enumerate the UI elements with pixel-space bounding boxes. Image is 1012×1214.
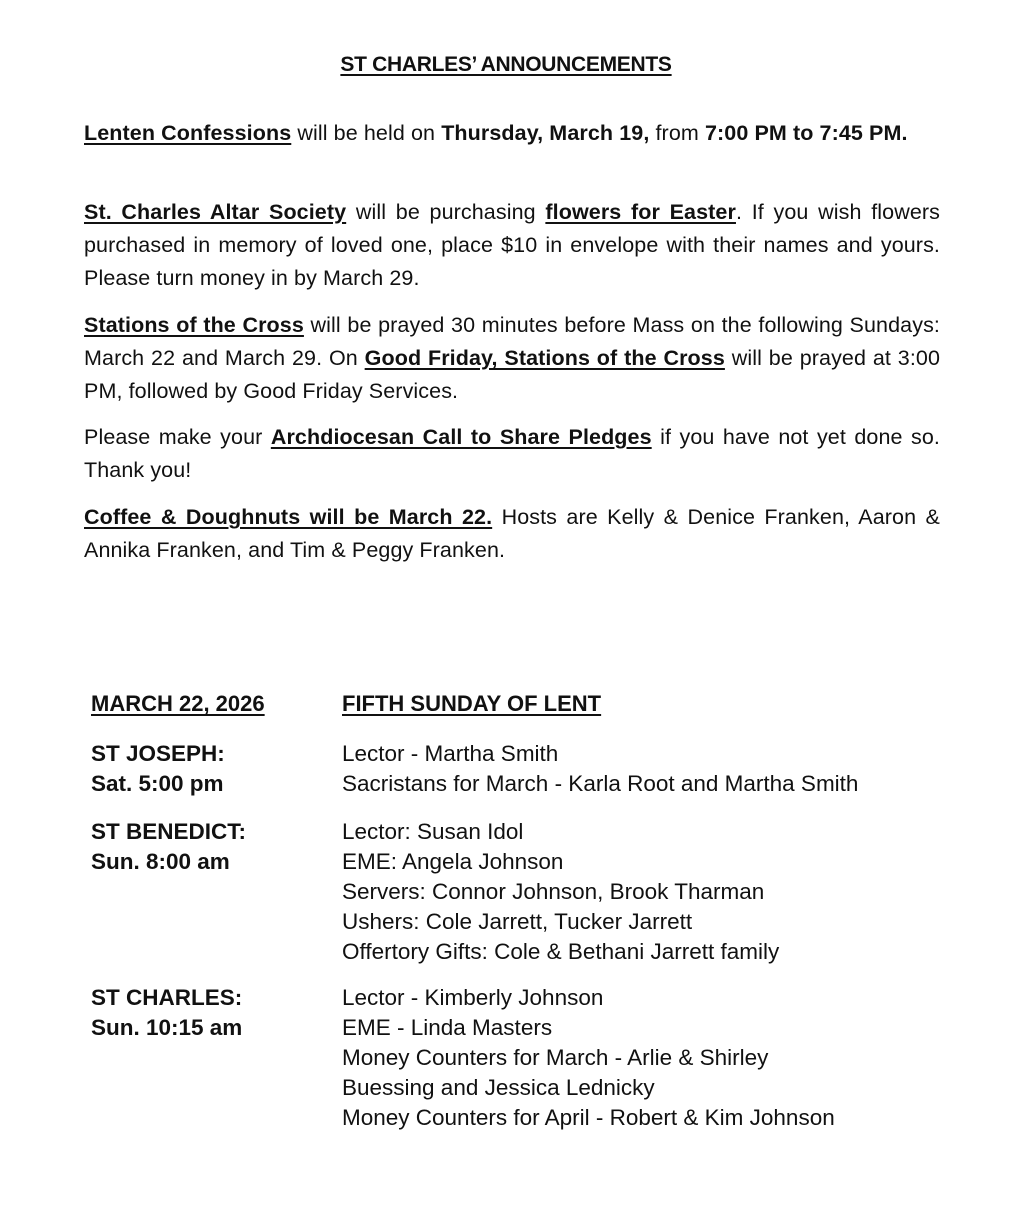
- mass-time: Sun. 10:15 am: [91, 1015, 243, 1040]
- announcement-text: if you have not yet done so. Thank you!: [84, 425, 940, 482]
- mass-time: Sat. 5:00 pm: [91, 771, 224, 796]
- announcement-date: Thursday, March 19,: [441, 121, 650, 145]
- duty-line: Offertory Gifts: Cole & Bethani Jarrett family: [342, 939, 780, 964]
- duty-line: Money Counters for April - Robert & Kim Johnson: [342, 1105, 835, 1130]
- page-title: [0, 53, 1012, 77]
- announcement-heading: St. Charles Altar Society: [84, 200, 347, 224]
- duty-line: Ushers: Cole Jarrett, Tucker Jarrett: [342, 909, 693, 934]
- duty-line: Lector - Martha Smith: [342, 741, 559, 766]
- schedule-occasion: FIFTH SUNDAY OF LENT: [342, 691, 602, 716]
- announcement-text: from: [649, 121, 705, 145]
- announcement-stations-of-the-cross: [84, 309, 940, 408]
- announcement-text: Please make your: [84, 425, 271, 449]
- duty-line: Servers: Connor Johnson, Brook Tharman: [342, 879, 765, 904]
- announcement-highlight: Good Friday, Stations of the Cross: [364, 346, 725, 370]
- page-title-text: ST CHARLES’ ANNOUNCEMENTS: [340, 53, 672, 76]
- announcement-text: will be held on: [291, 121, 442, 145]
- duty-line: Money Counters for March - Arlie & Shirley: [342, 1045, 769, 1070]
- parish-name: ST JOSEPH:: [91, 741, 225, 766]
- parish-name: ST BENEDICT:: [91, 819, 247, 844]
- duty-line: Buessing and Jessica Lednicky: [342, 1075, 655, 1100]
- announcement-heading: Coffee & Doughnuts will be March 22.: [84, 505, 493, 529]
- duty-line: Lector: Susan Idol: [342, 819, 524, 844]
- announcement-text: will be purchasing: [346, 200, 546, 224]
- announcement-heading: Lenten Confessions: [84, 121, 292, 145]
- announcement-altar-society: [84, 196, 940, 295]
- announcement-archdiocesan-pledges: [84, 421, 940, 487]
- duty-line: EME - Linda Masters: [342, 1015, 553, 1040]
- parish-name: ST CHARLES:: [91, 985, 243, 1010]
- schedule-date: MARCH 22, 2026: [91, 691, 265, 716]
- announcement-text: . If you wish flowers purchased in memory of loved one, place $10 in envelope with their names and yours. Please turn money in by March 29.: [84, 200, 940, 290]
- announcement-lenten-confessions: [84, 117, 940, 150]
- duty-line: Sacristans for March - Karla Root and Martha Smith: [342, 771, 859, 796]
- announcement-highlight: Archdiocesan Call to Share Pledges: [270, 425, 652, 449]
- mass-time: Sun. 8:00 am: [91, 849, 230, 874]
- announcement-time: 7:00 PM to 7:45 PM.: [704, 121, 908, 145]
- announcement-highlight: flowers for Easter: [545, 200, 736, 224]
- announcement-coffee-doughnuts: [84, 501, 940, 567]
- announcement-text: Hosts are Kelly & Denice Franken, Aaron & Annika Franken, and Tim & Peggy Franken.: [84, 505, 940, 562]
- duty-line: EME: Angela Johnson: [342, 849, 564, 874]
- announcement-text: will be prayed at 3:00 PM, followed by Good Friday Services.: [84, 346, 941, 403]
- announcement-text: will be prayed 30 minutes before Mass on the following Sundays: March 22 and March 29. On: [84, 313, 940, 370]
- duty-line: Lector - Kimberly Johnson: [342, 985, 604, 1010]
- announcement-heading: Stations of the Cross: [84, 313, 304, 337]
